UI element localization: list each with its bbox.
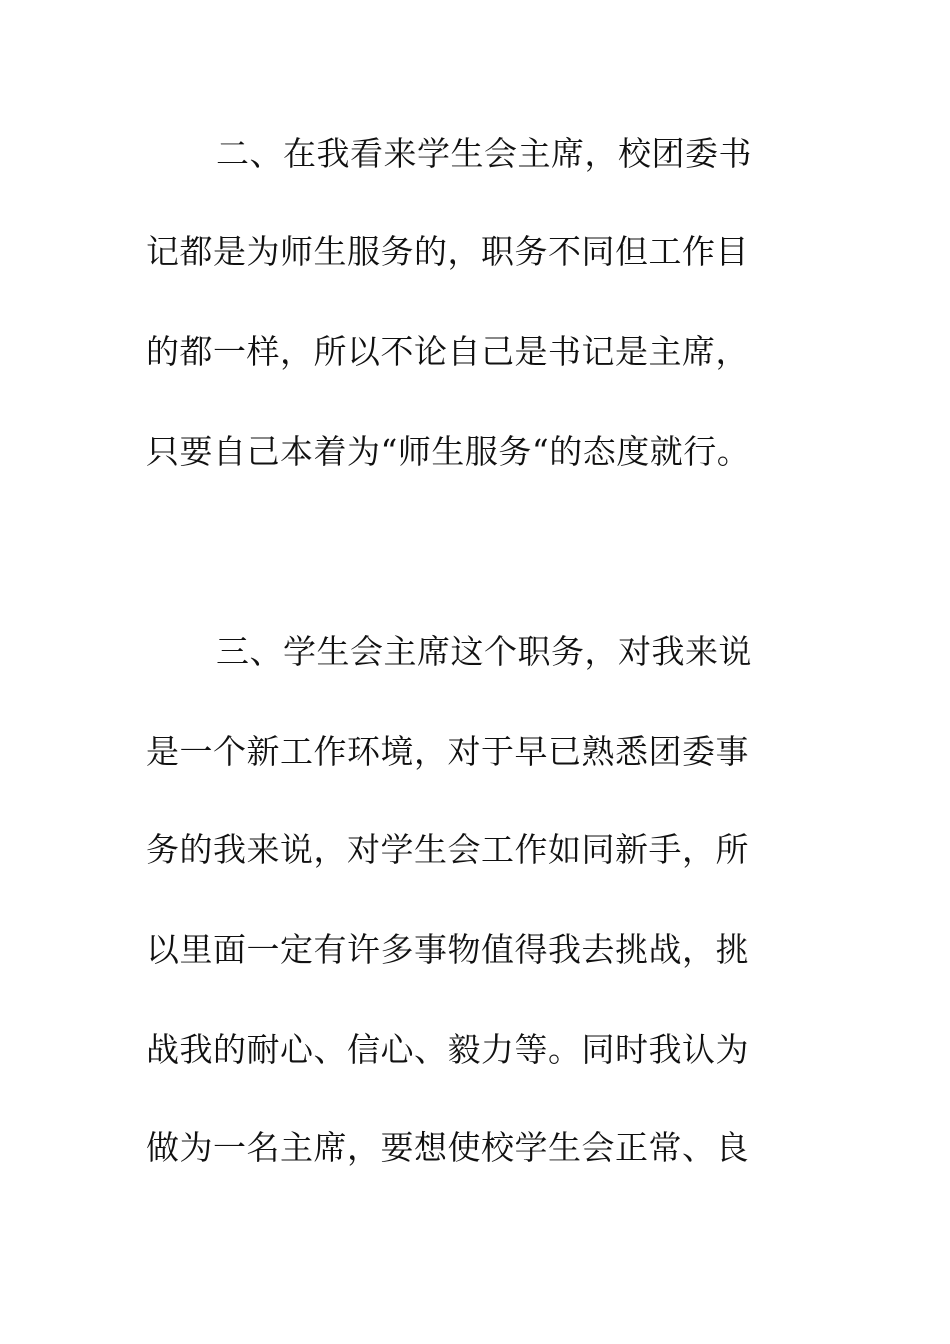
paragraph-line: 二、在我看来学生会主席，校团委书 [216,134,752,173]
paragraph-line: 是一个新工作环境，对于早已熟悉团委事 [146,732,749,771]
paragraph-line: 的都一样，所以不论自己是书记是主席， [146,332,749,371]
paragraph-line: 做为一名主席，要想使校学生会正常、良 [146,1128,749,1167]
paragraph-line: 三、学生会主席这个职务，对我来说 [216,632,752,671]
paragraph-line: 战我的耐心、信心、毅力等。同时我认为 [146,1030,749,1069]
paragraph-line: 只要自己本着为“师生服务“的态度就行。 [146,432,751,471]
paragraph-line: 务的我来说，对学生会工作如同新手，所 [146,830,749,869]
paragraph-line: 记都是为师生服务的，职务不同但工作目 [146,232,749,271]
paragraph-line: 以里面一定有许多事物值得我去挑战，挑 [146,930,749,969]
